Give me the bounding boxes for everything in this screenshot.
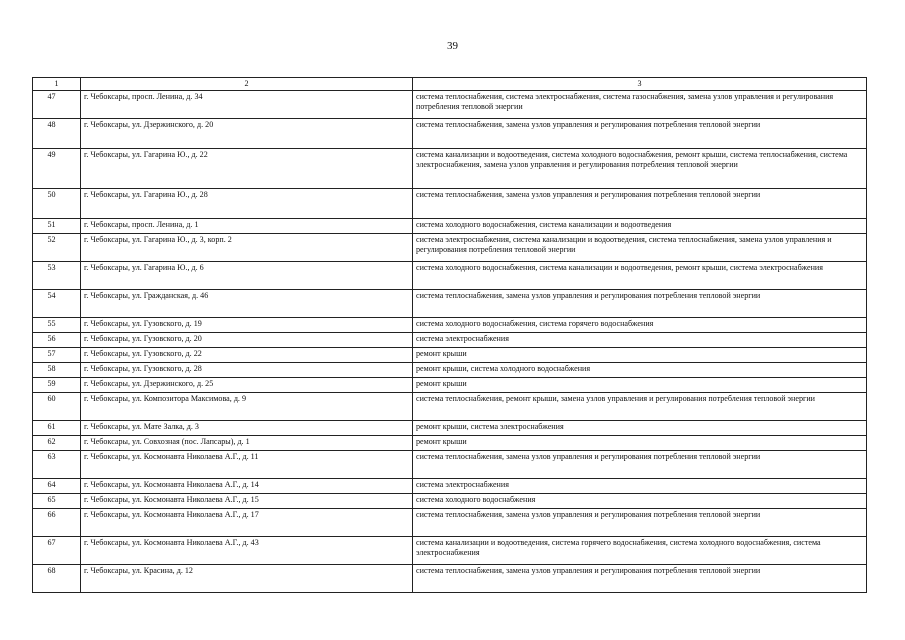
table-row [33, 148, 867, 188]
works-cell: система холодного водоснабжения, система горячего водоснабжения [413, 317, 867, 332]
table-row [33, 317, 867, 332]
address-cell: г. Чебоксары, просп. Ленина, д. 34 [81, 90, 413, 118]
row-number-cell: 66 [33, 508, 81, 536]
table-row [33, 188, 867, 218]
table-row [33, 508, 867, 536]
address-cell: г. Чебоксары, ул. Гузовского, д. 22 [81, 347, 413, 362]
address-cell: г. Чебоксары, ул. Гузовского, д. 28 [81, 362, 413, 377]
row-number-cell: 51 [33, 218, 81, 233]
table-row [33, 289, 867, 317]
row-number-cell: 47 [33, 90, 81, 118]
address-cell: г. Чебоксары, ул. Космонавта Николаева А.Г., д. 15 [81, 493, 413, 508]
column-header-address: 2 [81, 78, 413, 91]
works-cell: система теплоснабжения, замена узлов управления и регулирования потребления тепловой энергии [413, 118, 867, 148]
row-number-cell: 52 [33, 233, 81, 261]
table-row [33, 420, 867, 435]
row-number-cell: 56 [33, 332, 81, 347]
address-cell: г. Чебоксары, ул. Дзержинского, д. 20 [81, 118, 413, 148]
works-cell: система теплоснабжения, замена узлов управления и регулирования потребления тепловой энергии [413, 188, 867, 218]
address-cell: г. Чебоксары, ул. Совхозная (пос. Лапсары), д. 1 [81, 435, 413, 450]
row-number-cell: 60 [33, 392, 81, 420]
works-cell: система теплоснабжения, система электроснабжения, система газоснабжения, замена узлов управления и регулирования потребления тепловой энергии [413, 90, 867, 118]
table-row [33, 362, 867, 377]
column-header-works: 3 [413, 78, 867, 91]
works-cell: система теплоснабжения, замена узлов управления и регулирования потребления тепловой энергии [413, 289, 867, 317]
works-cell: система теплоснабжения, замена узлов управления и регулирования потребления тепловой энергии [413, 564, 867, 592]
address-cell: г. Чебоксары, ул. Космонавта Николаева А.Г., д. 14 [81, 478, 413, 493]
works-cell: система электроснабжения, система канализации и водоотведения, система теплоснабжения, замена узлов управления и регулирования потребления тепловой энергии [413, 233, 867, 261]
table-row [33, 347, 867, 362]
row-number-cell: 50 [33, 188, 81, 218]
row-number-cell: 59 [33, 377, 81, 392]
table-row [33, 536, 867, 564]
works-cell: ремонт крыши, система электроснабжения [413, 420, 867, 435]
table-row [33, 435, 867, 450]
row-number-cell: 49 [33, 148, 81, 188]
address-cell: г. Чебоксары, ул. Красина, д. 12 [81, 564, 413, 592]
row-number-cell: 55 [33, 317, 81, 332]
address-cell: г. Чебоксары, ул. Гагарина Ю., д. 3, корп. 2 [81, 233, 413, 261]
row-number-cell: 57 [33, 347, 81, 362]
table-row [33, 261, 867, 289]
table-row [33, 564, 867, 592]
row-number-cell: 61 [33, 420, 81, 435]
row-number-cell: 58 [33, 362, 81, 377]
table-row [33, 118, 867, 148]
address-cell: г. Чебоксары, ул. Композитора Максимова, д. 9 [81, 392, 413, 420]
address-cell: г. Чебоксары, ул. Гагарина Ю., д. 6 [81, 261, 413, 289]
row-number-cell: 67 [33, 536, 81, 564]
works-cell: система электроснабжения [413, 332, 867, 347]
works-cell: система электроснабжения [413, 478, 867, 493]
address-cell: г. Чебоксары, ул. Гузовского, д. 19 [81, 317, 413, 332]
address-cell: г. Чебоксары, ул. Космонавта Николаева А.Г., д. 11 [81, 450, 413, 478]
address-cell: г. Чебоксары, ул. Дзержинского, д. 25 [81, 377, 413, 392]
row-number-cell: 64 [33, 478, 81, 493]
row-number-cell: 65 [33, 493, 81, 508]
address-cell: г. Чебоксары, ул. Гагарина Ю., д. 22 [81, 148, 413, 188]
address-cell: г. Чебоксары, ул. Гузовского, д. 20 [81, 332, 413, 347]
table-row [33, 218, 867, 233]
works-cell: ремонт крыши [413, 435, 867, 450]
row-number-cell: 68 [33, 564, 81, 592]
table-row [33, 493, 867, 508]
address-cell: г. Чебоксары, ул. Гагарина Ю., д. 28 [81, 188, 413, 218]
works-cell: система холодного водоснабжения, система канализации и водоотведения [413, 218, 867, 233]
table-row [33, 332, 867, 347]
column-header-number: 1 [33, 78, 81, 91]
row-number-cell: 53 [33, 261, 81, 289]
address-cell: г. Чебоксары, ул. Гражданская, д. 46 [81, 289, 413, 317]
table-header-row [33, 78, 867, 91]
row-number-cell: 63 [33, 450, 81, 478]
works-cell: система канализации и водоотведения, система горячего водоснабжения, система холодного водоснабжения, система электроснабжения [413, 536, 867, 564]
works-cell: ремонт крыши [413, 347, 867, 362]
table-row [33, 478, 867, 493]
row-number-cell: 48 [33, 118, 81, 148]
page-number: 39 [447, 40, 458, 52]
works-cell: система теплоснабжения, ремонт крыши, замена узлов управления и регулирования потребления тепловой энергии [413, 392, 867, 420]
table-row [33, 450, 867, 478]
address-cell: г. Чебоксары, ул. Мате Залка, д. 3 [81, 420, 413, 435]
address-cell: г. Чебоксары, ул. Космонавта Николаева А.Г., д. 17 [81, 508, 413, 536]
table-row [33, 90, 867, 118]
works-cell: система теплоснабжения, замена узлов управления и регулирования потребления тепловой энергии [413, 508, 867, 536]
table-row [33, 377, 867, 392]
works-cell: система холодного водоснабжения, система канализации и водоотведения, ремонт крыши, система электроснабжения [413, 261, 867, 289]
table-row [33, 233, 867, 261]
table-row [33, 392, 867, 420]
address-cell: г. Чебоксары, ул. Космонавта Николаева А.Г., д. 43 [81, 536, 413, 564]
repair-works-table [32, 77, 867, 593]
row-number-cell: 62 [33, 435, 81, 450]
works-cell: ремонт крыши, система холодного водоснабжения [413, 362, 867, 377]
address-cell: г. Чебоксары, просп. Ленина, д. 1 [81, 218, 413, 233]
works-cell: система холодного водоснабжения [413, 493, 867, 508]
row-number-cell: 54 [33, 289, 81, 317]
works-cell: система теплоснабжения, замена узлов управления и регулирования потребления тепловой энергии [413, 450, 867, 478]
works-cell: ремонт крыши [413, 377, 867, 392]
works-cell: система канализации и водоотведения, система холодного водоснабжения, ремонт крыши, система теплоснабжения, система электроснабжения, замена узлов управления и регулирования потребления тепловой энергии [413, 148, 867, 188]
